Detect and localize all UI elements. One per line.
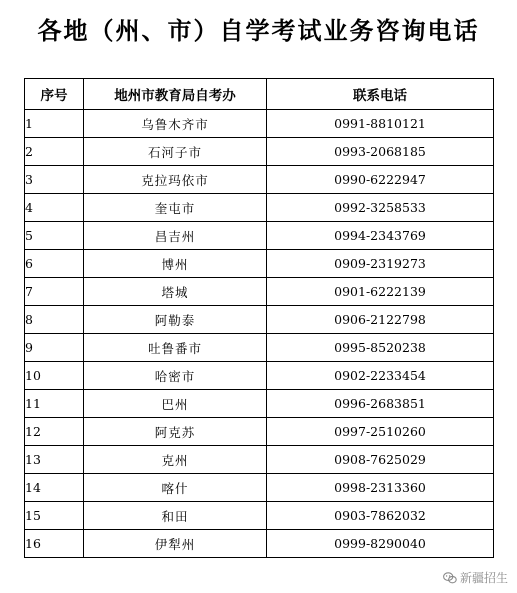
row-no: 11 [25,390,84,418]
header-no: 序号 [25,79,84,110]
wechat-icon [443,572,457,584]
row-no: 16 [25,530,84,558]
table-row [25,530,494,558]
row-phone: 0998-2313360 [267,474,494,502]
header-office: 地州市教育局自考办 [84,79,267,110]
row-office: 塔城 [84,278,267,306]
table-row [25,166,494,194]
row-no: 3 [25,166,84,194]
row-no: 1 [25,110,84,138]
table-row [25,110,494,138]
row-phone: 0909-2319273 [267,250,494,278]
row-phone: 0999-8290040 [267,530,494,558]
row-phone: 0908-7625029 [267,446,494,474]
row-no: 5 [25,222,84,250]
row-phone: 0994-2343769 [267,222,494,250]
row-office: 吐鲁番市 [84,334,267,362]
row-office: 奎屯市 [84,194,267,222]
row-phone: 0997-2510260 [267,418,494,446]
row-office: 阿勒泰 [84,306,267,334]
table-row [25,446,494,474]
table-row [25,222,494,250]
table-row [25,306,494,334]
table-header-row [25,79,494,110]
row-no: 14 [25,474,84,502]
row-no: 15 [25,502,84,530]
row-office: 巴州 [84,390,267,418]
row-no: 9 [25,334,84,362]
row-phone: 0995-8520238 [267,334,494,362]
row-phone: 0906-2122798 [267,306,494,334]
table-row [25,390,494,418]
row-office: 克州 [84,446,267,474]
row-no: 2 [25,138,84,166]
row-no: 10 [25,362,84,390]
row-office: 乌鲁木齐市 [84,110,267,138]
header-phone: 联系电话 [267,79,494,110]
page-title: 各地（州、市）自学考试业务咨询电话 [37,17,480,45]
watermark-text: 新疆招生 [459,571,508,585]
row-office: 克拉玛依市 [84,166,267,194]
row-office: 伊犁州 [84,530,267,558]
row-office: 和田 [84,502,267,530]
row-office: 喀什 [84,474,267,502]
table-row [25,418,494,446]
row-phone: 0991-8810121 [267,110,494,138]
row-phone: 0902-2233454 [267,362,494,390]
row-phone: 0993-2068185 [267,138,494,166]
contact-table [24,78,494,558]
row-no: 12 [25,418,84,446]
table-row [25,138,494,166]
row-phone: 0996-2683851 [267,390,494,418]
row-no: 8 [25,306,84,334]
table-row [25,194,494,222]
table-row [25,334,494,362]
table-row [25,502,494,530]
row-office: 石河子市 [84,138,267,166]
row-no: 13 [25,446,84,474]
row-phone: 0903-7862032 [267,502,494,530]
table-row [25,278,494,306]
table-row [25,474,494,502]
watermark [440,568,511,587]
row-no: 4 [25,194,84,222]
table-row [25,250,494,278]
row-office: 阿克苏 [84,418,267,446]
row-office: 哈密市 [84,362,267,390]
row-no: 6 [25,250,84,278]
row-office: 昌吉州 [84,222,267,250]
row-phone: 0901-6222139 [267,278,494,306]
row-phone: 0990-6222947 [267,166,494,194]
row-phone: 0992-3258533 [267,194,494,222]
row-office: 博州 [84,250,267,278]
row-no: 7 [25,278,84,306]
table-row [25,362,494,390]
